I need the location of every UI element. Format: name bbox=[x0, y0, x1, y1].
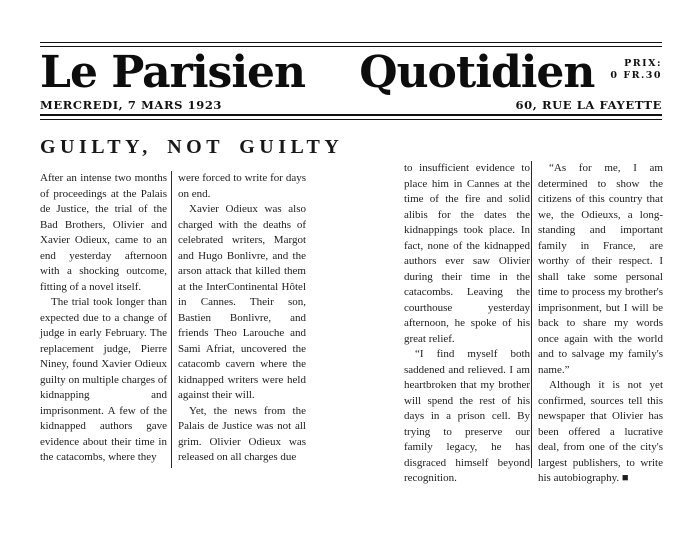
paragraph: “As for me, I am determined to show the citizens of this country that we, the Odieuxs, a long-standing and important family in France, are worthy of their respect. I shall take some personal time to process my brother's imprisonment, but I will be back to share my words once again with the world and to salvage my family's name.” bbox=[538, 162, 663, 376]
price-label: PRIX: bbox=[624, 58, 662, 69]
paragraph: were forced to write for days on end. bbox=[178, 172, 306, 200]
publisher-address: 60, RUE LA FAYETTE bbox=[515, 98, 662, 112]
price-box bbox=[610, 58, 662, 82]
masthead-right-group bbox=[359, 47, 662, 99]
masthead bbox=[40, 47, 662, 103]
paragraph: The trial took longer than expected due to a change of judge in early February. The replacement judge, Pierre Niney, found Xavier Odieux guilty on multiple charges of kidnapping and imprisonment. A few of the kidnapped authors gave evidence about their time in the catacombs, where they bbox=[40, 296, 167, 463]
article-column-4 bbox=[538, 161, 663, 487]
newspaper-title-right: Quotidien bbox=[359, 47, 595, 98]
newspaper-title-left: Le Parisien bbox=[40, 47, 306, 98]
price-value: 0 FR.30 bbox=[610, 70, 662, 81]
paragraph: to insufficient evidence to place him in Cannes at the time of the fire and solid alibis for the dates the kidnappings took place. In fact, none of the kidnapped authors ever saw Olivier during their time in the catacombs. Leaving the courthouse yesterday afternoon, he spoke of his great relief. bbox=[404, 162, 530, 345]
headline: GUILTY, NOT GUILTY bbox=[40, 136, 344, 158]
paragraph: Xavier Odieux was also charged with the deaths of celebrated writers, Margot and Hugo Bonlivre, and the arson attack that killed them at the InterContinental Hôtel in Cannes. Their son, Bastien Bonlivre, and friends Theo Larouche and Sami Afriat, uncovered the catacomb cavern where the kidnapped writers were held against their will. bbox=[178, 203, 306, 401]
paragraph: Although it is not yet confirmed, sources tell this newspaper that Olivier has been offered a lucrative deal, from one of the city's largest publishers, to write his autobiography. ■ bbox=[538, 379, 663, 484]
column-divider bbox=[531, 161, 532, 468]
article-column-3 bbox=[404, 161, 530, 487]
dateline bbox=[40, 98, 662, 112]
paragraph: “I find myself both saddened and relieved. I am heartbroken that my brother will spend the rest of his days in a prison cell. By trying to preserve our family legacy, he has disgraced himself beyond recognition. bbox=[404, 348, 530, 484]
article-column-2 bbox=[178, 171, 306, 466]
mid-double-rule bbox=[40, 114, 662, 120]
paragraph: After an intense two months of proceedings at the Palais de Justice, the trial of the Bad Brothers, Olivier and Xavier Odieux, came to an end yesterday afternoon with a shocking outcome, fitting of a novel itself. bbox=[40, 172, 167, 293]
issue-date: MERCREDI, 7 MARS 1923 bbox=[40, 98, 223, 112]
column-divider bbox=[171, 171, 172, 468]
article-column-1 bbox=[40, 171, 167, 466]
paragraph: Yet, the news from the Palais de Justice was not all grim. Olivier Odieux was released on all charges due bbox=[178, 404, 306, 463]
